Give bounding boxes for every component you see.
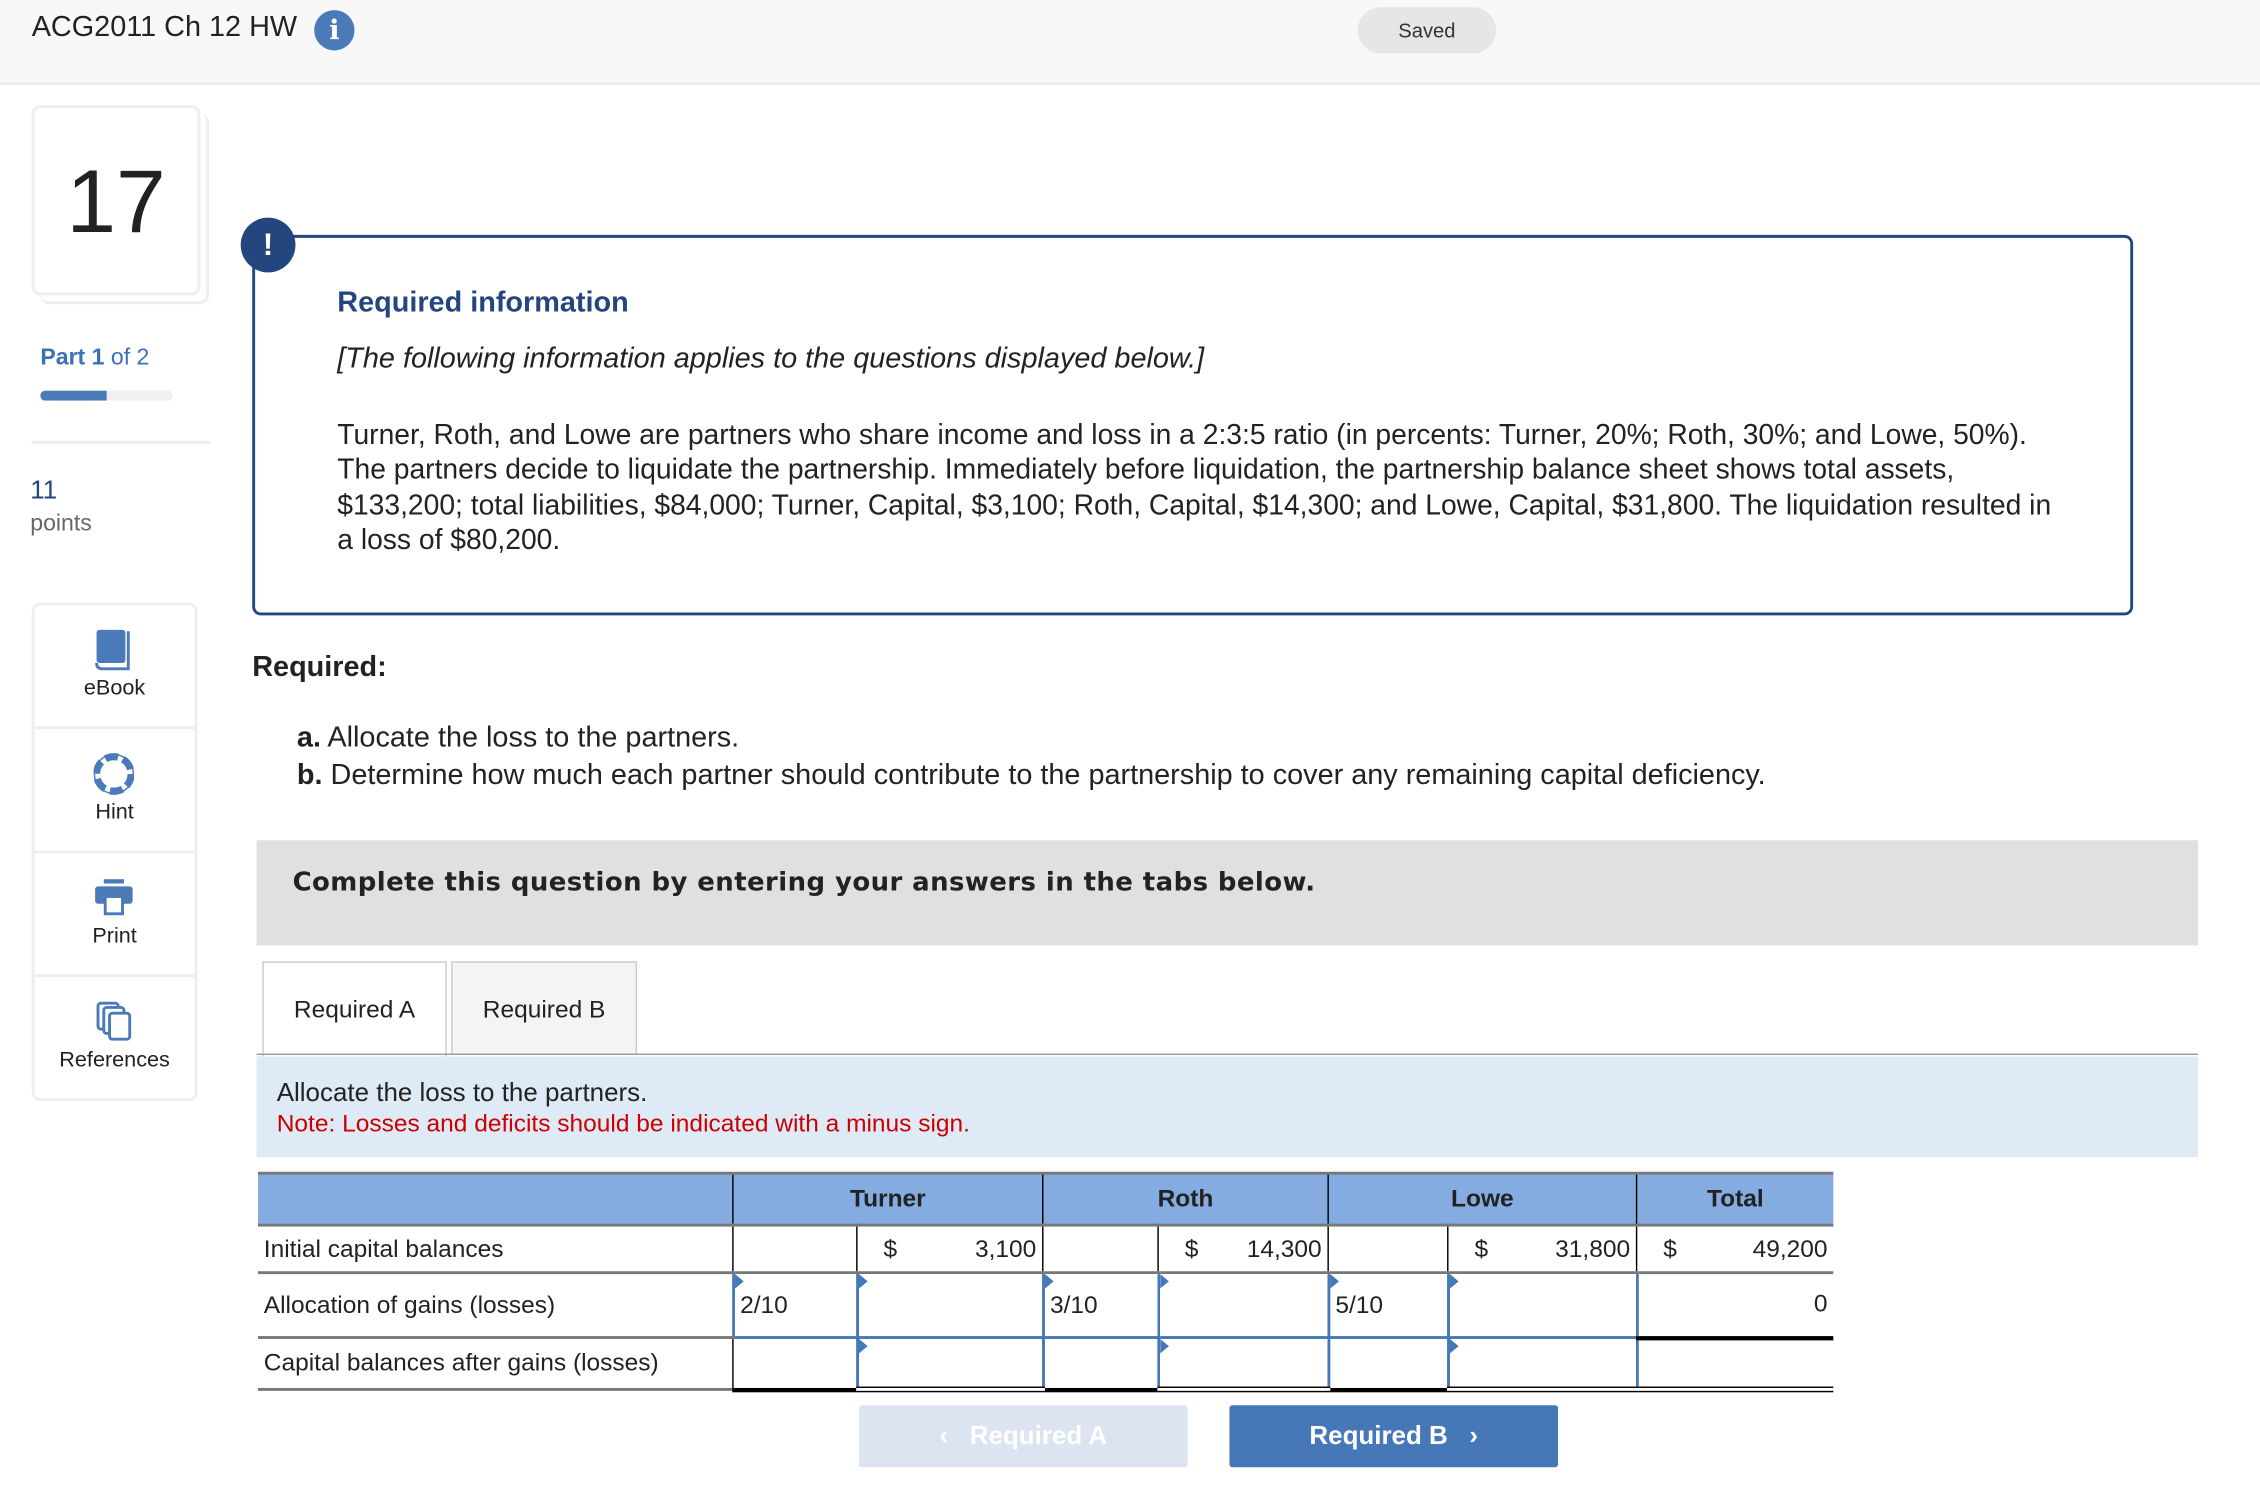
header-blank <box>258 1173 733 1225</box>
roth-initial <box>1158 1225 1328 1273</box>
loss-allocation-table <box>258 1172 1833 1393</box>
print-label: Print <box>92 923 137 949</box>
roth-ratio-input[interactable]: 3/10 <box>1043 1273 1158 1338</box>
prev-label: Required A <box>969 1421 1108 1450</box>
empty-cell <box>1043 1338 1158 1390</box>
header-lowe: Lowe <box>1328 1173 1636 1225</box>
header-total: Total <box>1637 1173 1834 1225</box>
total-allocation: 0 <box>1637 1273 1834 1338</box>
row-label: Allocation of gains (losses) <box>258 1273 733 1338</box>
references-button[interactable] <box>35 977 195 1098</box>
value: 14,300 <box>1246 1234 1322 1262</box>
tab-divider <box>257 1054 2198 1055</box>
tab-required-a[interactable]: Required A <box>262 961 446 1058</box>
required-item-b <box>297 757 1766 794</box>
header-turner: Turner <box>733 1173 1043 1225</box>
instruction-banner <box>257 840 2198 945</box>
row-label: Initial capital balances <box>258 1225 733 1273</box>
ebook-label: eBook <box>83 675 146 701</box>
panel-note: Note: Losses and deficits should be indicated with a minus sign. <box>276 1109 970 1138</box>
hint-button[interactable] <box>35 729 195 853</box>
print-button[interactable] <box>35 853 195 977</box>
empty-cell <box>733 1225 857 1273</box>
copy-icon <box>94 1000 134 1043</box>
prev-required-a-button[interactable] <box>859 1405 1188 1467</box>
alert-icon: ! <box>241 218 296 273</box>
item-b-label: b. <box>296 759 323 792</box>
table-row <box>258 1225 1833 1273</box>
ebook-button[interactable] <box>35 605 195 729</box>
part-progress-bar <box>40 391 173 401</box>
lowe-ending-input[interactable] <box>1448 1338 1637 1390</box>
lowe-ratio-input[interactable]: 5/10 <box>1328 1273 1448 1338</box>
empty-cell <box>733 1338 857 1390</box>
turner-initial <box>857 1225 1043 1273</box>
tab-panel-instructions <box>257 1056 2198 1157</box>
turner-ratio-input[interactable]: 2/10 <box>733 1273 857 1338</box>
assignment-title: ACG2011 Ch 12 HW <box>31 11 298 44</box>
item-a-label: a. <box>296 722 321 754</box>
info-intro: [The following information applies to the questions displayed below.] <box>337 343 1205 375</box>
required-heading: Required: <box>252 651 387 684</box>
empty-cell <box>1328 1338 1448 1390</box>
part-of: of 2 <box>110 345 150 371</box>
total-ending <box>1637 1338 1834 1390</box>
empty-cell <box>1043 1225 1158 1273</box>
progress-fill <box>40 391 106 401</box>
turner-allocation-input[interactable] <box>857 1273 1043 1338</box>
currency-sign: $ <box>883 1234 898 1262</box>
total-initial <box>1637 1225 1834 1273</box>
part-current: 1 <box>91 345 105 371</box>
instruction-text: Complete this question by entering your answers in the tabs below. <box>292 867 1316 898</box>
table-row <box>258 1338 1833 1390</box>
next-label: Required B <box>1309 1421 1448 1450</box>
currency-sign: $ <box>1184 1234 1199 1262</box>
chevron-right-icon: › <box>1469 1421 1479 1450</box>
required-item-a <box>297 719 1766 756</box>
value: 49,200 <box>1752 1234 1828 1262</box>
next-required-b-button[interactable] <box>1229 1405 1558 1467</box>
part-indicator <box>40 346 149 372</box>
book-icon <box>94 628 134 671</box>
part-label: Part <box>40 345 86 371</box>
currency-sign: $ <box>1474 1234 1489 1262</box>
roth-allocation-input[interactable] <box>1158 1273 1328 1338</box>
lifebuoy-icon <box>94 752 134 795</box>
lowe-initial <box>1448 1225 1637 1273</box>
tab-required-b[interactable]: Required B <box>451 961 637 1055</box>
item-b-text: Determine how much each partner should contribute to the partnership to cover any remaining capital deficiency. <box>322 759 1766 792</box>
points-label: points <box>30 511 92 537</box>
required-list <box>297 719 1766 794</box>
lowe-allocation-input[interactable] <box>1448 1273 1637 1338</box>
currency-sign: $ <box>1663 1234 1677 1262</box>
info-paragraph: Turner, Roth, and Lowe are partners who share income and loss in a 2:3:5 ratio (in percents: Turner, 20%; Roth, 30%; and Lowe, 50%). The partners decide to liquidate the partnership. Immediately before liquidation, the partnership balance sheet shows total assets, $133,200; total liabilities, $84,000; Turner, Capital, $3,100; Roth, Capital, $14,300; and Lowe, Capital, $31,800. The liquidation resulted in a loss of $80,200. <box>337 419 2052 557</box>
printer-icon <box>94 876 134 919</box>
info-icon[interactable]: i <box>314 10 354 50</box>
item-a-text: Allocate the loss to the partners. <box>320 722 740 754</box>
question-number: 17 <box>66 152 166 253</box>
points-value: 11 <box>30 475 58 505</box>
table-header-row <box>258 1173 1833 1225</box>
question-number-card[interactable] <box>32 105 201 295</box>
turner-ending-input[interactable] <box>857 1338 1043 1390</box>
value: 3,100 <box>974 1234 1037 1262</box>
required-information-heading: Required information <box>337 286 629 319</box>
tools-panel <box>32 602 198 1101</box>
value: 31,800 <box>1555 1234 1631 1262</box>
divider <box>32 441 211 444</box>
panel-prompt: Allocate the loss to the partners. <box>276 1078 648 1107</box>
roth-ending-input[interactable] <box>1158 1338 1328 1390</box>
header-roth: Roth <box>1043 1173 1328 1225</box>
hint-label: Hint <box>95 799 134 825</box>
table-row <box>258 1273 1833 1338</box>
saved-status-badge: Saved <box>1358 7 1496 53</box>
chevron-left-icon: ‹ <box>939 1421 949 1450</box>
empty-cell <box>1328 1225 1448 1273</box>
row-label: Capital balances after gains (losses) <box>258 1338 733 1390</box>
references-label: References <box>59 1047 170 1073</box>
